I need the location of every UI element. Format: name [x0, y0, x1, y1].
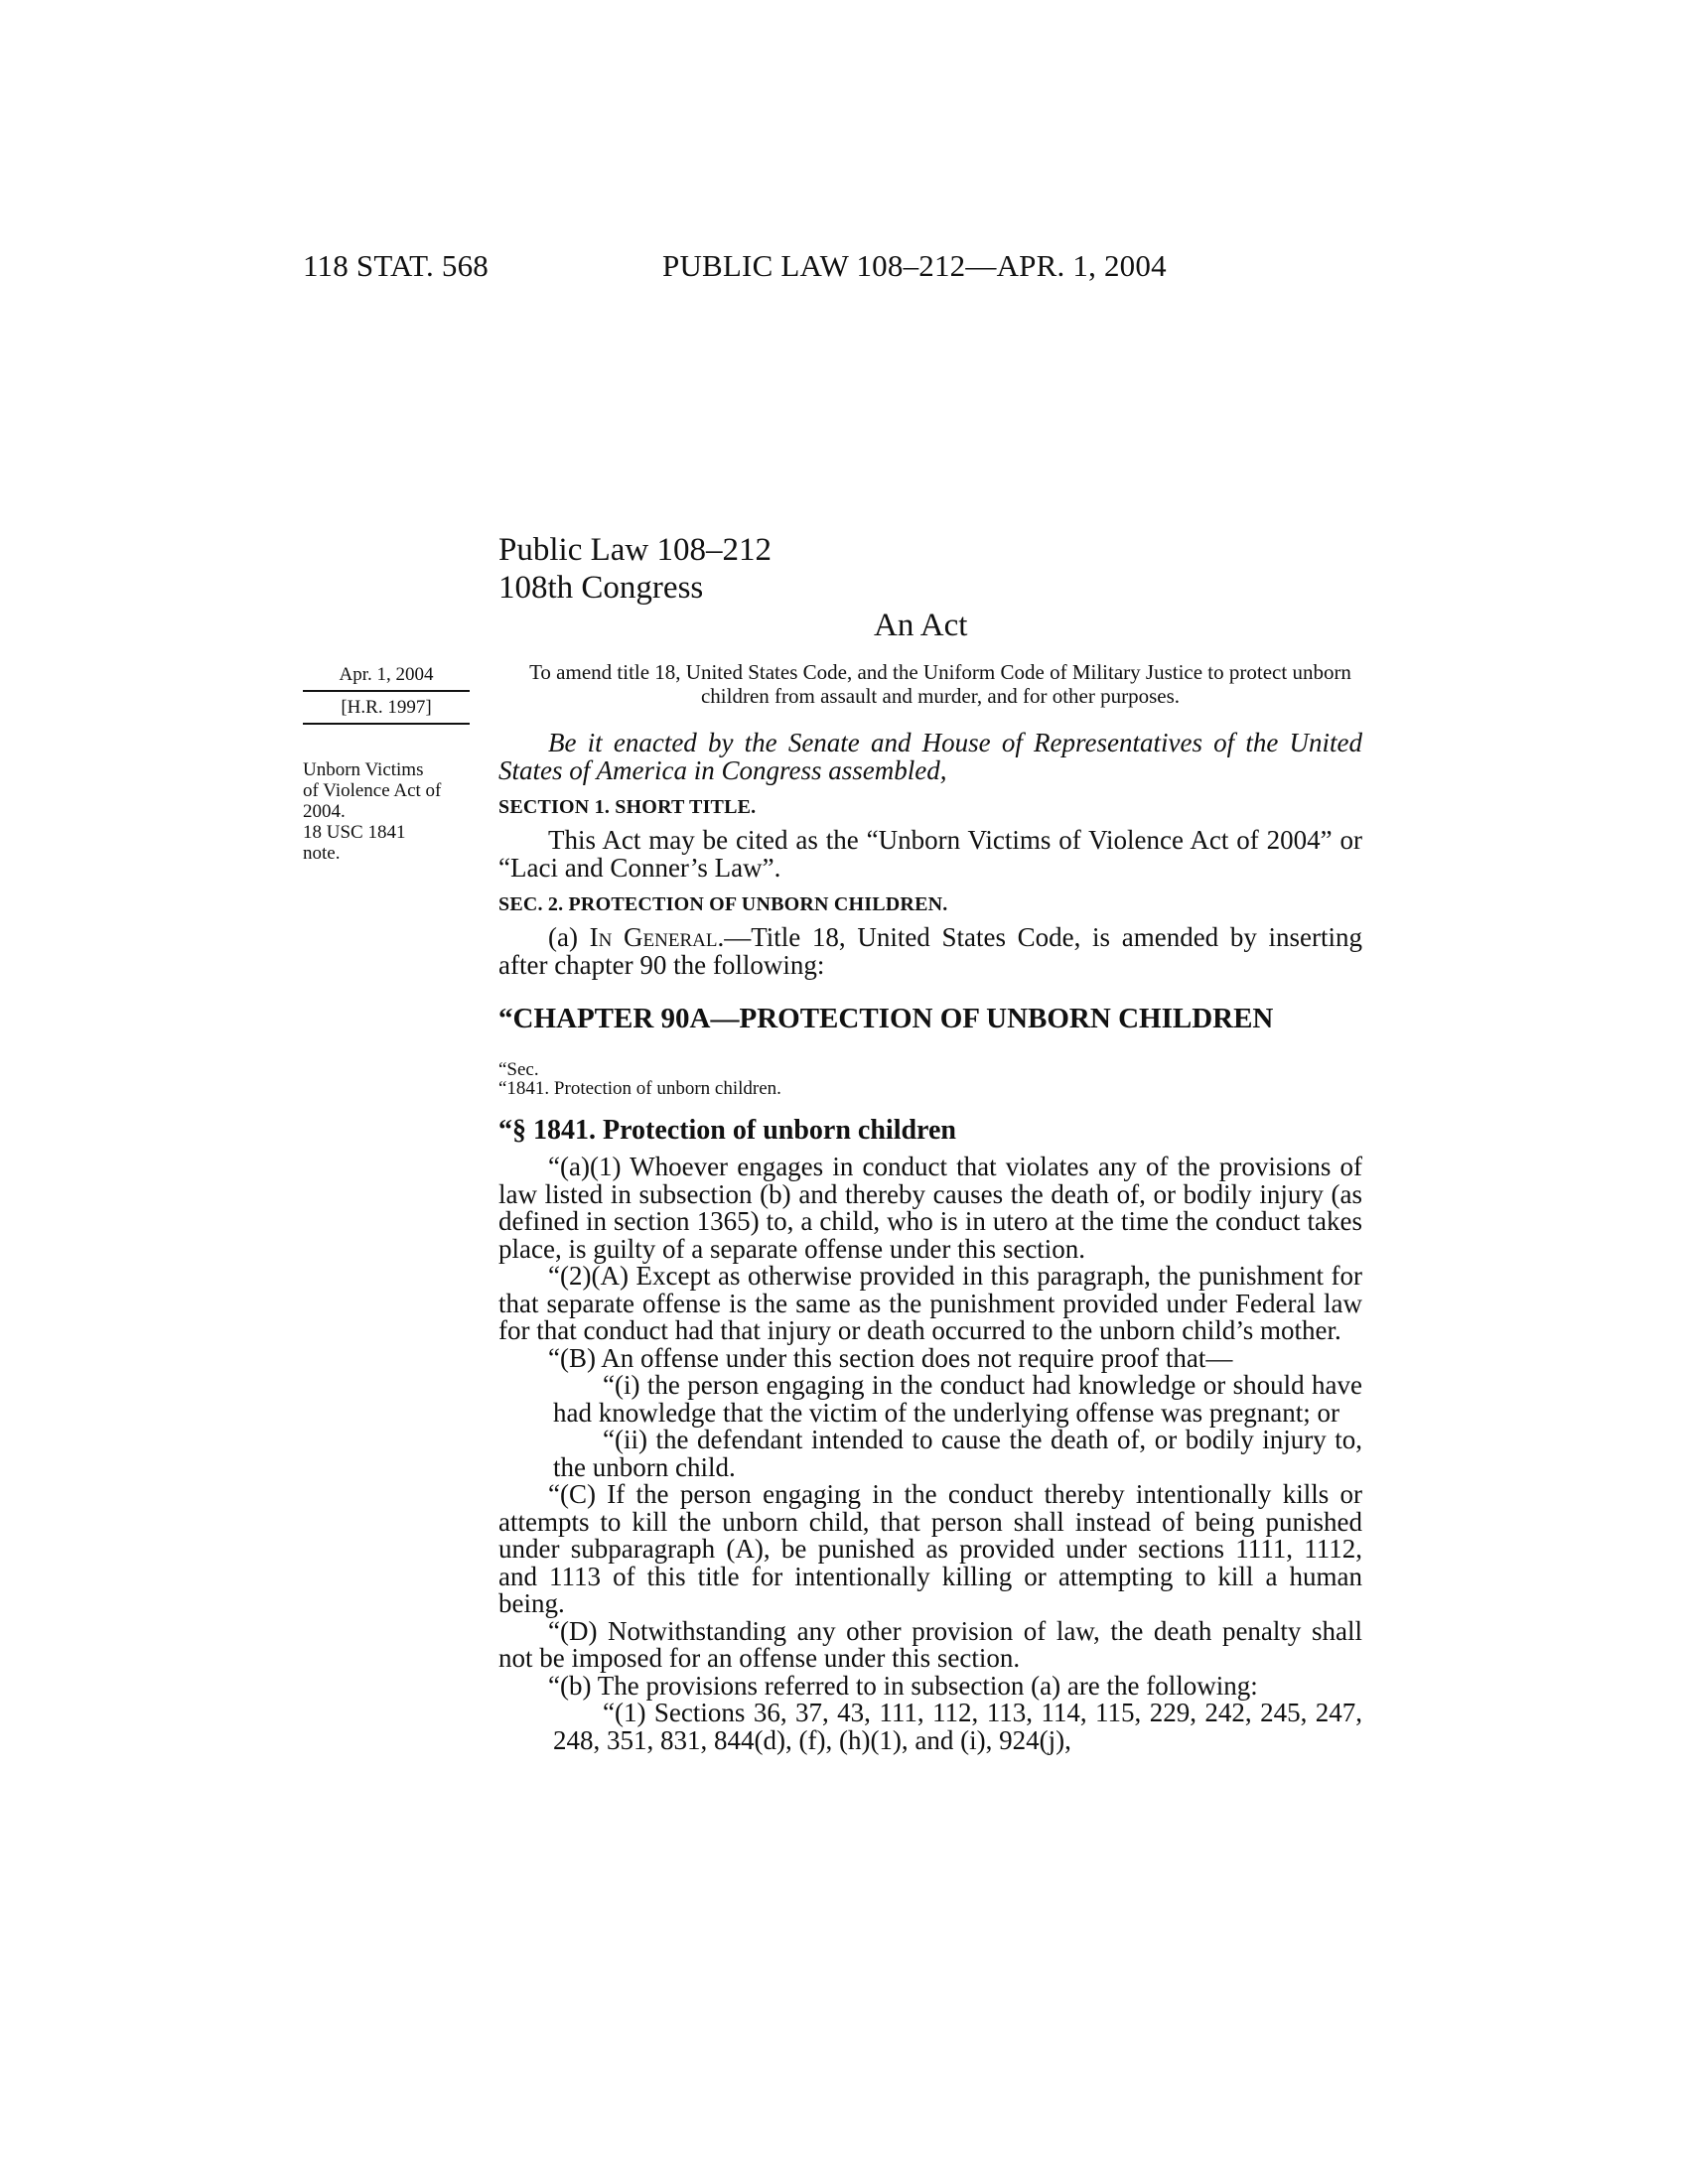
statute-page-number: 118 STAT. 568 [303, 248, 489, 283]
law-number: Public Law 108–212 [498, 532, 772, 568]
statute-paragraph: “(D) Notwithstanding any other provision of law, the death penalty shall not be imposed for an offense under this section. [498, 1615, 1362, 1673]
margin-note-line: note. [303, 843, 341, 864]
margin-date-block [303, 663, 470, 725]
subsection-heading: In General [589, 922, 718, 952]
section-1-text: This Act may be cited as the “Unborn Victims of Violence Act of 2004” or “Laci and Conner’s Law”. [498, 825, 1362, 883]
chapter-heading: “CHAPTER 90A—PROTECTION OF UNBORN CHILDREN [498, 1003, 1274, 1034]
statute-subparagraph: “(ii) the defendant intended to cause the death of, or bodily injury to, the unborn child. [553, 1425, 1362, 1482]
section-2-text [498, 924, 1362, 979]
margin-notes [303, 759, 470, 864]
margin-note-line: Unborn Victims [303, 759, 424, 780]
main-text-column [498, 660, 1362, 1754]
congress-number: 108th Congress [498, 570, 704, 606]
running-head [303, 248, 1206, 288]
statute-paragraph: “(2)(A) Except as otherwise provided in this paragraph, the punishment for that separate offense is the same as the punishment provided under Federal law for that conduct had that injury or death occurred to the unborn child’s mother. [498, 1261, 1362, 1345]
margin-note-line: 18 USC 1841 [303, 822, 406, 843]
statute-paragraph: “(a)(1) Whoever engages in conduct that violates any of the provisions of law listed in subsection (b) and thereby causes the death of, or bodily injury (as defined in section 1365) to, a child, who is in utero at the time the conduct takes place, is guilty of a separate offense under this section. [498, 1152, 1362, 1264]
act-purpose: To amend title 18, United States Code, and the Uniform Code of Military Justice to protect unborn children from assault and murder, and for other purposes. [529, 660, 1351, 708]
section-2-body: .—Title 18, United States Code, is amended by inserting after chapter 90 the following: [498, 922, 1362, 980]
margin-bill-number: [H.R. 1997] [303, 692, 470, 725]
law-and-date-header: PUBLIC LAW 108–212—APR. 1, 2004 [662, 248, 1167, 283]
statute-paragraph: “(B) An offense under this section does not require proof that— [548, 1342, 1233, 1373]
statute-paragraph: “(b) The provisions referred to in subsection (a) are the following: [548, 1670, 1258, 1701]
section-1841-title: “§ 1841. Protection of unborn children [498, 1115, 956, 1146]
statute-paragraph: “(C) If the person engaging in the conduct thereby intentionally kills or attempts to kill the unborn child, that person shall instead of being punished under subparagraph (A), be punished as provided under sections 1111, 1112, and 1113 of this title for intentionally killing or attempting to kill a human being. [498, 1479, 1362, 1618]
margin-note-line: of Violence Act of [303, 780, 442, 801]
title-block [498, 531, 772, 607]
enacting-clause: Be it enacted by the Senate and House of Representatives of the United States of America in Congress assembled, [498, 728, 1362, 785]
section-2-heading: SEC. 2. PROTECTION OF UNBORN CHILDREN. [498, 893, 948, 915]
section-1-heading: SECTION 1. SHORT TITLE. [498, 796, 757, 818]
toc-header: “Sec. [498, 1059, 539, 1080]
statute-subparagraph: “(1) Sections 36, 37, 43, 111, 112, 113, 114, 115, 229, 242, 245, 247, 248, 351, 831, 844(d), (f), (h)(1), and (i), 924(j), [553, 1698, 1362, 1755]
margin-note-line: 2004. [303, 801, 346, 822]
statute-subparagraph: “(i) the person engaging in the conduct had knowledge or should have had knowledge that the victim of the underlying offense was pregnant; or [553, 1370, 1362, 1428]
an-act-heading: An Act [874, 608, 968, 643]
toc-entry: “1841. Protection of unborn children. [498, 1078, 781, 1099]
chapter-table-of-contents [498, 1060, 1362, 1098]
subsection-label: (a) [548, 922, 590, 952]
margin-date: Apr. 1, 2004 [303, 663, 470, 692]
